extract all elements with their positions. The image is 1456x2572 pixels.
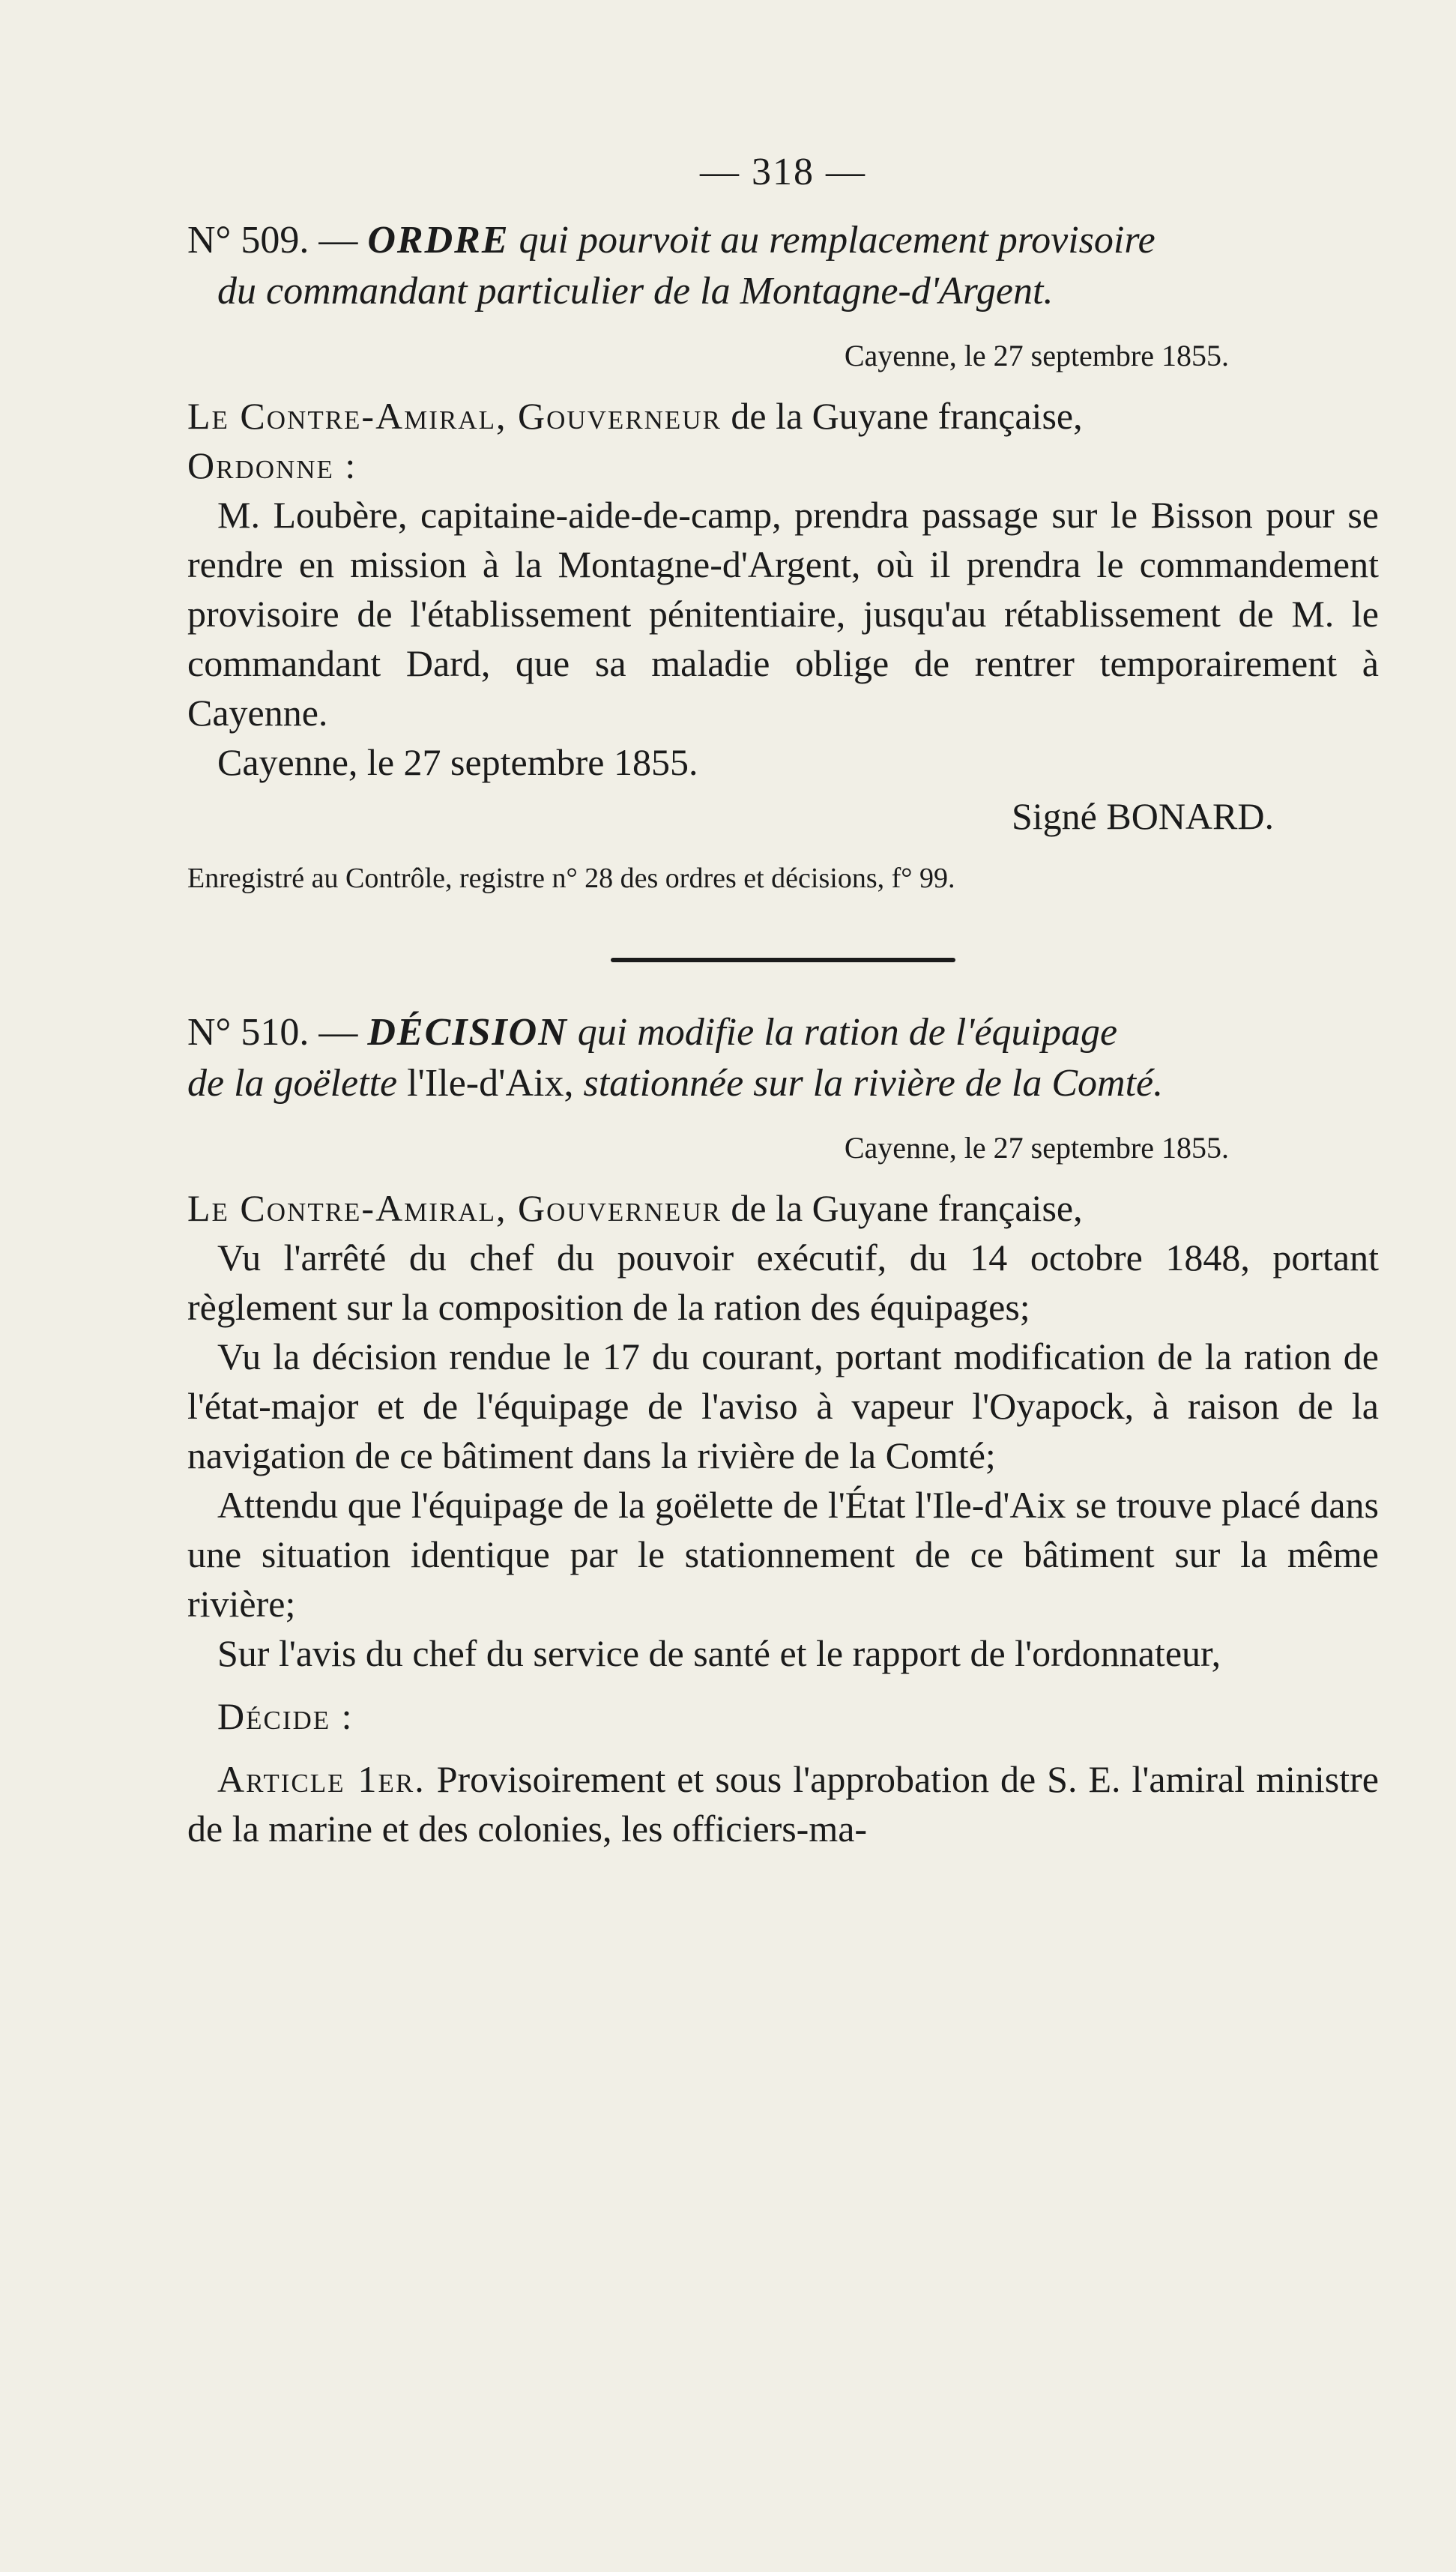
entry-type: ORDRE — [367, 219, 510, 262]
entry-509-body: M. Loubère, capitaine-aide-de-camp, prendra passage sur le Bisson pour se rendre en mission à la Montagne-d'Argent, où il prendra le commandement provisoire de l'établissement pénitentiaire, jusqu'au rétablissement de M. le commandant Dard, que sa maladie oblige de rentrer temporairement à Cayenne. — [187, 494, 1379, 734]
entry-510-issuer — [187, 1183, 1379, 1233]
entry-title-ship: l'Ile-d'Aix, — [397, 1062, 584, 1105]
entry-510-decide: Décide : — [217, 1695, 354, 1737]
entry-510-attendu: Attendu que l'équipage de la goëlette de l'État l'Ile-d'Aix se trouve placé dans une situation identique par le stationnement de ce bâtiment sur la même rivière; — [187, 1484, 1379, 1625]
entry-title-continued: de la goëlette — [187, 1062, 398, 1105]
entry-number: N° 509. — — [187, 219, 358, 262]
entry-509-ordonne: Ordonne : — [187, 444, 357, 486]
entry-510-sur-avis: Sur l'avis du chef du service de santé et le rapport de l'ordonnateur, — [217, 1632, 1221, 1674]
entry-509-registration: Enregistré au Contrôle, registre n° 28 des ordres et décisions, f° 99. — [187, 863, 955, 894]
entry-510-vu-1: Vu l'arrêté du chef du pouvoir exécutif, du 14 octobre 1848, portant règlement sur la composition de la ration des équipages; — [187, 1237, 1379, 1328]
entry-509-heading — [187, 215, 1379, 317]
entry-510-dateline: Cayenne, le 27 septembre 1855. — [844, 1131, 1229, 1165]
issuer-rest: de la Guyane française, — [721, 1187, 1083, 1229]
article-label: Article 1er. — [217, 1758, 426, 1800]
entry-510-vu-2: Vu la décision rendue le 17 du courant, portant modification de la ration de l'état-major et de l'équipage de l'aviso à vapeur l'Oyapock, à raison de la navigation de ce bâtiment dans la rivière de la Comté; — [187, 1335, 1379, 1476]
entry-510-article-1 — [187, 1754, 1379, 1853]
entry-title-location: stationnée sur la rivière de la Comté. — [583, 1062, 1164, 1105]
entry-510-heading — [187, 1007, 1379, 1109]
document-page — [187, 150, 1379, 1853]
entry-title: qui modifie la ration de l'équipage — [577, 1011, 1118, 1054]
entry-type: DÉCISION — [367, 1011, 568, 1054]
article-text: Provisoirement et sous l'approbation de S. E. l'amiral ministre de la marine et des colonies, les officiers-ma- — [187, 1758, 1379, 1850]
entry-number: N° 510. — — [187, 1011, 358, 1054]
entry-509-signature: Signé BONARD. — [1011, 795, 1274, 837]
entry-509-closing-date: Cayenne, le 27 septembre 1855. — [217, 741, 698, 783]
entry-509-dateline: Cayenne, le 27 septembre 1855. — [844, 339, 1229, 372]
section-separator — [611, 958, 955, 962]
entry-title-continued: du commandant particulier de la Montagne-d'Argent. — [217, 270, 1054, 313]
issuer-title: Le Contre-Amiral, Gouverneur — [187, 1187, 722, 1229]
issuer-title: Le Contre-Amiral, Gouverneur — [187, 395, 722, 437]
issuer-rest: de la Guyane française, — [721, 395, 1083, 437]
entry-title: qui pourvoit au remplacement provisoire — [519, 219, 1156, 262]
page-number: — 318 — — [700, 151, 866, 193]
entry-509-issuer — [187, 391, 1379, 441]
